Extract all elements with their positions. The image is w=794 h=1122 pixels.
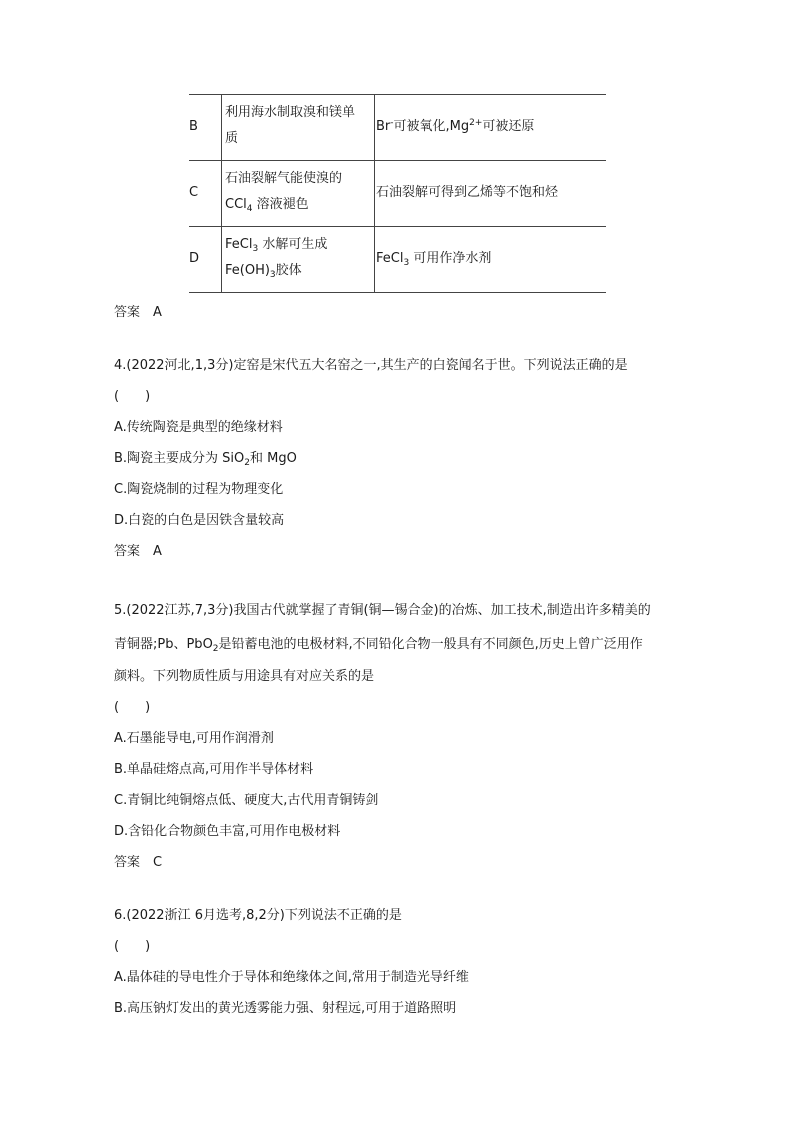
answer-4: 答案 A — [114, 544, 162, 559]
table-cell — [225, 166, 342, 218]
cell-text: 水解可生成 — [262, 237, 328, 252]
subscript: 3 — [252, 244, 259, 254]
stem-text: 青铜器;Pb、PbO — [114, 637, 213, 652]
q5-option-a: A.石墨能导电,可用作润滑剂 — [114, 731, 274, 746]
options-table — [189, 94, 606, 293]
table-cell — [376, 246, 491, 272]
cell-line — [225, 192, 342, 218]
subscript: 2 — [212, 644, 219, 654]
table-col-divider — [374, 94, 375, 293]
q5-paren: ( ) — [114, 700, 151, 715]
q6-option-b: B.高压钠灯发出的黄光透雾能力强、射程远,可用于道路照明 — [114, 1001, 457, 1016]
cell-text: 可被还原 — [482, 119, 535, 134]
q5-option-b: B.单晶硅熔点高,可用作半导体材料 — [114, 762, 314, 777]
table-cell: 石油裂解可得到乙烯等不饱和烃 — [376, 185, 559, 200]
table-cell — [376, 114, 534, 140]
cell-text: CCl — [225, 197, 247, 212]
subscript: 2 — [244, 458, 251, 468]
table-rule — [189, 160, 606, 161]
subscript: 4 — [246, 204, 253, 214]
table-row-label: D — [189, 251, 200, 266]
table-rule — [189, 226, 606, 227]
cell-text: 溶液褪色 — [256, 197, 309, 212]
q4-option-c: C.陶瓷烧制的过程为物理变化 — [114, 482, 284, 497]
cell-text: FeCl — [225, 237, 253, 252]
q4-paren: ( ) — [114, 389, 151, 404]
answer-5: 答案 C — [114, 855, 163, 870]
subscript: 3 — [403, 258, 410, 268]
q6-option-a: A.晶体硅的导电性介于导体和绝缘体之间,常用于制造光导纤维 — [114, 970, 469, 985]
table-row-label: B — [189, 119, 198, 134]
table-cell — [225, 100, 355, 152]
option-text: B.陶瓷主要成分为 SiO — [114, 451, 245, 466]
q6-stem: 6.(2022浙江 6月选考,8,2分)下列说法不正确的是 — [114, 908, 402, 923]
cell-line: 石油裂解气能使溴的 — [225, 171, 343, 186]
table-rule — [189, 94, 606, 95]
q6-paren: ( ) — [114, 939, 151, 954]
q5-stem-line2 — [114, 633, 643, 652]
table-rule — [189, 292, 606, 293]
answer-3: 答案 A — [114, 305, 162, 320]
cell-line — [225, 258, 327, 284]
cell-text: Br — [376, 119, 391, 134]
subscript: 3 — [269, 270, 276, 280]
superscript: - — [390, 118, 394, 128]
stem-text: 是铅蓄电池的电极材料,不同铅化合物一般具有不同颜色,历史上曾广泛用作 — [218, 637, 643, 652]
cell-line: 质 — [225, 131, 239, 146]
q5-option-d: D.含铅化合物颜色丰富,可用作电极材料 — [114, 824, 341, 839]
table-row-label: C — [189, 185, 199, 200]
q5-option-c: C.青铜比纯铜熔点低、硬度大,古代用青铜铸剑 — [114, 793, 379, 808]
q5-stem-line3: 颜料。下列物质性质与用途具有对应关系的是 — [114, 669, 375, 684]
superscript: 2+ — [469, 118, 483, 128]
cell-line — [225, 232, 327, 258]
q4-stem: 4.(2022河北,1,3分)定窑是宋代五大名窑之一,其生产的白瓷闻名于世。下列说法正确的是 — [114, 358, 628, 373]
q4-option-a: A.传统陶瓷是典型的绝缘材料 — [114, 420, 283, 435]
cell-line: 利用海水制取溴和镁单 — [225, 105, 356, 120]
cell-text: 胶体 — [275, 263, 302, 278]
cell-text: FeCl — [376, 251, 404, 266]
cell-text: 可用作净水剂 — [413, 251, 492, 266]
option-text: 和 MgO — [250, 451, 297, 466]
q5-stem-line1: 5.(2022江苏,7,3分)我国古代就掌握了青铜(铜—锡合金)的冶炼、加工技术,制造出许多精美的 — [114, 603, 651, 618]
q4-option-d: D.白瓷的白色是因铁含量较高 — [114, 513, 285, 528]
table-cell — [225, 232, 327, 284]
table-col-divider — [221, 94, 222, 293]
cell-text: Fe(OH) — [225, 263, 270, 278]
q4-option-b — [114, 447, 297, 466]
cell-text: 可被氧化,Mg — [393, 119, 470, 134]
